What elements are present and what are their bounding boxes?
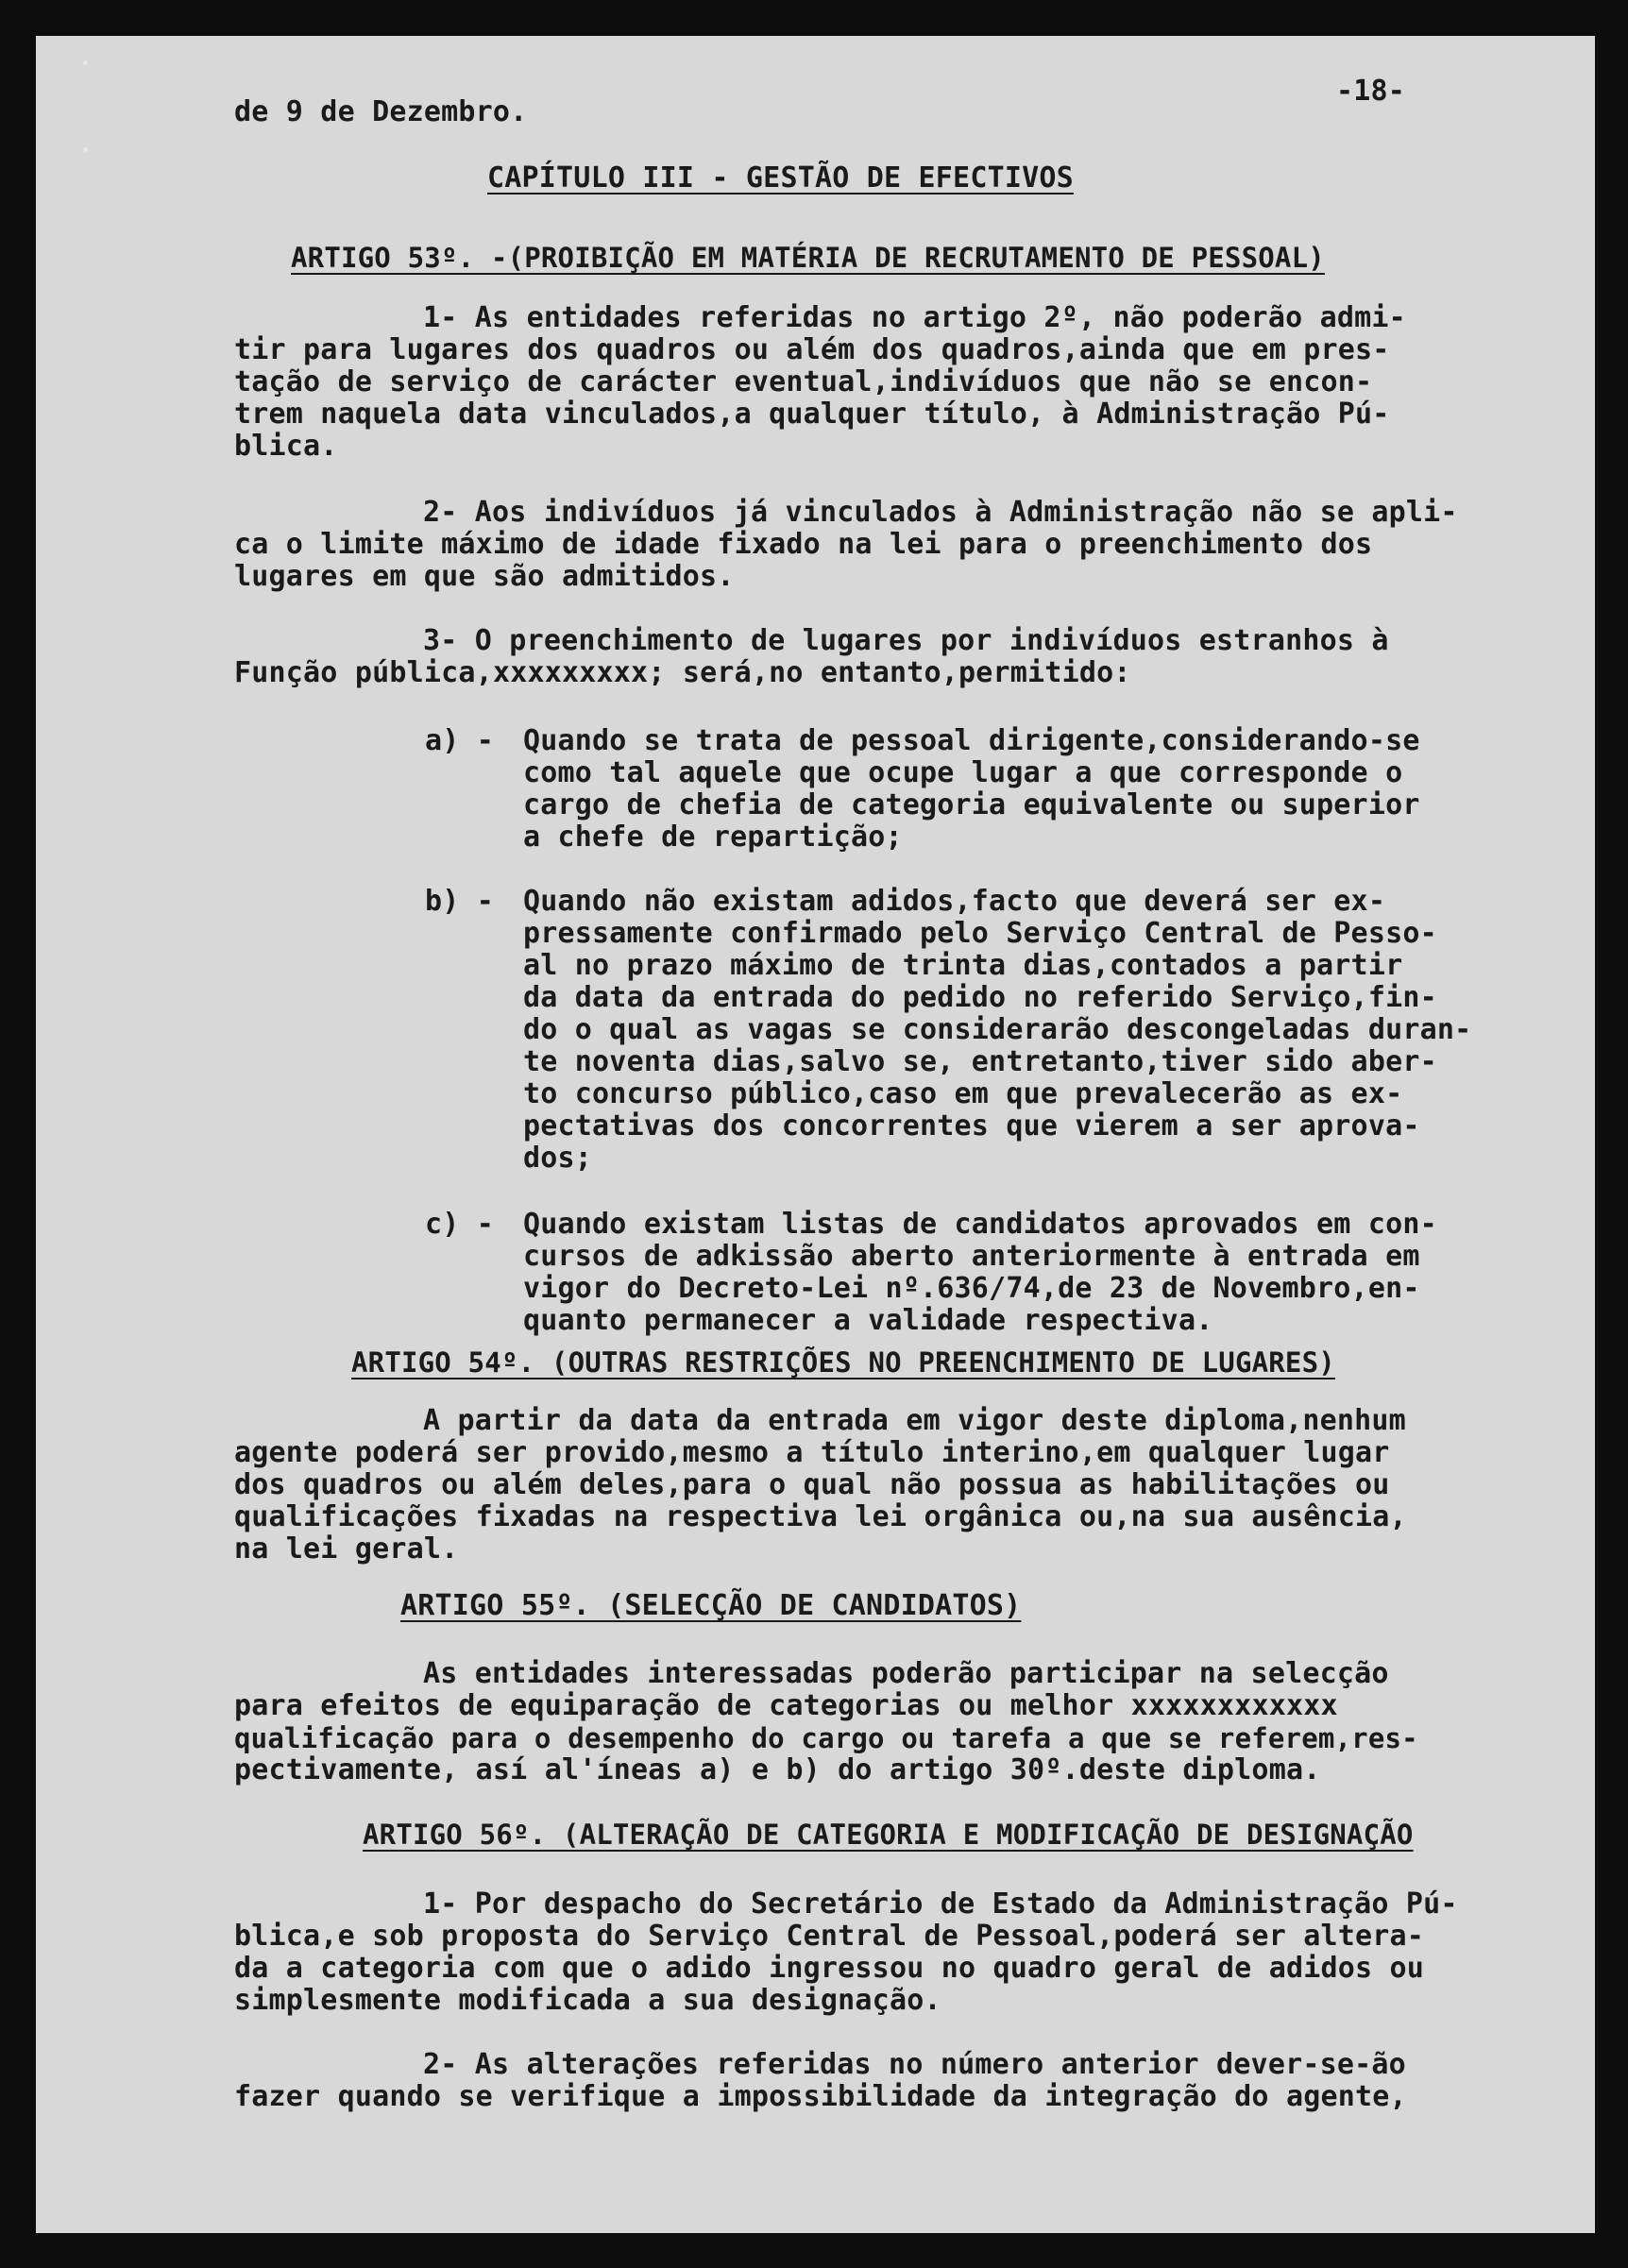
- struck-text: xxxxxxxxxxxx: [1130, 1689, 1338, 1722]
- chapter-title: CAPÍTULO III - GESTÃO DE EFECTIVOS: [487, 161, 1074, 195]
- article-53-p1-line: tação de serviço de carácter eventual,indivíduos que não se encon-: [234, 365, 1373, 398]
- item-a-line: a chefe de repartição;: [523, 821, 903, 854]
- article-55-line: As entidades interessadas poderão participar na selecção: [423, 1657, 1389, 1690]
- article-54-line: na lei geral.: [234, 1532, 459, 1566]
- article-56-p1-line: 1- Por despacho do Secretário de Estado da Administração Pú-: [423, 1887, 1458, 1921]
- article-55-line-start: para efeitos de equiparação de categorias ou melhor: [234, 1689, 1114, 1722]
- item-c-line: vigor do Decreto-Lei nº.636/74,de 23 de Novembro,en-: [523, 1272, 1420, 1305]
- article-56-p2-line: 2- As alterações referidas no número anterior dever-se-ão: [423, 2048, 1406, 2081]
- article-55-line: pectivamente, así al'íneas a) e b) do artigo 30º.deste diploma.: [234, 1753, 1321, 1786]
- item-c-label: c) -: [425, 1208, 495, 1241]
- item-b-label: b) -: [425, 885, 495, 918]
- item-b-line: te noventa dias,salvo se, entretanto,tiver sido aber-: [523, 1045, 1437, 1078]
- item-a-line: cargo de chefia de categoria equivalente ou superior: [523, 788, 1420, 821]
- item-c-line: quanto permanecer a validade respectiva.: [523, 1304, 1213, 1337]
- article-53-p3-line: [234, 657, 1131, 689]
- article-56-p1-line: simplesmente modificada a sua designação.: [234, 1984, 941, 2017]
- item-a-line: Quando se trata de pessoal dirigente,considerando-se: [523, 724, 1420, 757]
- article-53-p2-line: lugares em que são admitidos.: [234, 560, 735, 593]
- item-a-line: como tal aquele que ocupe lugar a que corresponde o: [523, 756, 1403, 789]
- article-56-p1-line: da a categoria com que o adido ingressou no quadro geral de adidos ou: [234, 1952, 1425, 1985]
- document-page: [36, 36, 1595, 2233]
- article-54-line: agente poderá ser provido,mesmo a título interino,em qualquer lugar: [234, 1436, 1390, 1469]
- article-54-line: dos quadros ou além deles,para o qual não possua as habilitações ou: [234, 1468, 1390, 1501]
- item-c-line: cursos de adkissão aberto anteriormente à entrada em: [523, 1240, 1420, 1273]
- article-54-line: A partir da data da entrada em vigor deste diploma,nenhum: [423, 1404, 1406, 1437]
- item-b-line: da data da entrada do pedido no referido Serviço,fin-: [523, 981, 1437, 1014]
- punch-mark: [83, 60, 88, 65]
- item-b-line: dos;: [523, 1142, 593, 1175]
- article-53-p1-line: tir para lugares dos quadros ou além dos quadros,ainda que em pres-: [234, 333, 1390, 366]
- article-56-heading: ARTIGO 56º. (ALTERAÇÃO DE CATEGORIA E MODIFICAÇÃO DE DESIGNAÇÃO: [363, 1819, 1414, 1851]
- item-b-line: pectativas dos concorrentes que vierem a ser aprova-: [523, 1109, 1420, 1142]
- page-number: -18-: [1336, 75, 1406, 108]
- item-b-line: to concurso público,caso em que prevalecerão as ex-: [523, 1077, 1403, 1110]
- article-53-p3-end: ; será,no entanto,permitido:: [648, 656, 1131, 689]
- article-56-p2-line: fazer quando se verifique a impossibilidade da integração do agente,: [234, 2080, 1407, 2113]
- article-54-line: qualificações fixadas na respectiva lei orgânica ou,na sua ausência,: [234, 1500, 1407, 1533]
- item-b-line: al no prazo máximo de trinta dias,contados a partir: [523, 949, 1403, 982]
- article-53-p2-line: ca o limite máximo de idade fixado na lei para o preenchimento dos: [234, 528, 1373, 561]
- article-53-p3-start: Função pública,: [234, 656, 493, 689]
- item-c-line: Quando existam listas de candidatos aprovados em con-: [523, 1208, 1437, 1241]
- item-a-label: a) -: [425, 724, 495, 757]
- item-b-line: pressamente confirmado pelo Serviço Central de Pesso-: [523, 917, 1437, 950]
- article-56-p1-line: blica,e sob proposta do Serviço Central de Pessoal,poderá ser altera-: [234, 1920, 1425, 1953]
- article-55-line: [234, 1690, 1338, 1722]
- item-b-line: do o qual as vagas se considerarão descongeladas duran-: [523, 1013, 1472, 1046]
- article-55-heading: ARTIGO 55º. (SELECÇÃO DE CANDIDATOS): [400, 1589, 1022, 1622]
- article-53-p1-line: 1- As entidades referidas no artigo 2º, não poderão admi-: [423, 301, 1406, 334]
- article-53-p1-line: blica.: [234, 430, 338, 463]
- article-53-p2-line: 2- Aos indivíduos já vinculados à Administração não se apli-: [423, 496, 1458, 529]
- item-b-line: Quando não existam adidos,facto que deverá ser ex-: [523, 885, 1386, 918]
- article-55-line: qualificação para o desempenho do cargo ou tarefa a que se referem,res-: [234, 1722, 1418, 1754]
- article-53-p3-line: 3- O preenchimento de lugares por indivíduos estranhos à: [423, 624, 1389, 657]
- struck-text: xxxxxxxxx: [492, 656, 649, 689]
- punch-mark: [83, 147, 88, 152]
- article-53-p1-line: trem naquela data vinculados,a qualquer título, à Administração Pú-: [234, 398, 1390, 431]
- intro-line: de 9 de Dezembro.: [234, 95, 528, 128]
- article-54-heading: ARTIGO 54º. (OUTRAS RESTRIÇÕES NO PREENCHIMENTO DE LUGARES): [351, 1346, 1335, 1379]
- article-53-heading: ARTIGO 53º. -(PROIBIÇÃO EM MATÉRIA DE RECRUTAMENTO DE PESSOAL): [291, 242, 1325, 274]
